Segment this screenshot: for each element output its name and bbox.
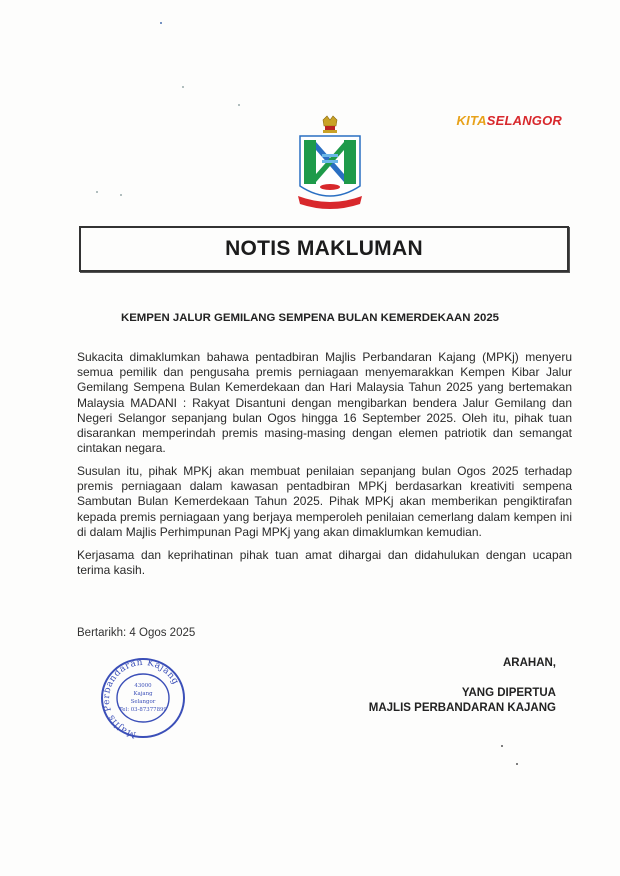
official-stamp-icon [98, 655, 188, 741]
stamp-center-line: Tel: 03-87377899 [119, 707, 167, 713]
stamp-ring-text: Majlis Perbandaran Kajang [101, 657, 181, 740]
signature-spacer [369, 671, 556, 686]
signature-line-org: MAJLIS PERBANDARAN KAJANG [368, 702, 556, 714]
kita-selangor-logo [457, 113, 562, 128]
scan-speck [160, 22, 162, 24]
scan-speck [501, 745, 503, 747]
body-paragraph: Susulan itu, pihak MPKj akan membuat penilaian sepanjang bulan Ogos 2025 terhadap premis perniagaan dalam kawasan pentadbiran MPKj berdasarkan kreativiti sempena Sambutan Bulan Kemerdekaan Tahun 2025. Pihak MPKj akan memberikan pengiktirafan kepada premis perniagaan yang berjaya memperoleh penilaian cemerlang dalam kempen ini di dalam Majlis Perhimpunan Pagi MPKj yang akan dimaklumkan kemudian. [77, 464, 572, 539]
notice-title: NOTIS MAKLUMAN [225, 237, 423, 260]
scan-speck [120, 194, 122, 196]
mpkj-crest-icon [296, 114, 364, 214]
brand-selangor-text: SELANGOR [486, 113, 562, 128]
scan-speck [516, 763, 518, 765]
scan-speck [96, 191, 98, 193]
notice-subject: KEMPEN JALUR GEMILANG SEMPENA BULAN KEMERDEKAAN 2025 [120, 312, 500, 324]
notice-title-box [79, 226, 569, 272]
body-paragraph: Sukacita dimaklumkan bahawa pentadbiran Majlis Perbandaran Kajang (MPKj) menyeru semua pemilik dan pengusaha premis perniagaan menyemarakkan Kempen Kibar Jalur Gemilang Sempena Bulan Kemerdekaan dan Hari Malaysia Tahun 2025 yang bertemakan Malaysia MADANI : Rakyat Disantuni dengan mengibarkan bendera Jalur Gemilang dan Negeri Selangor sepanjang bulan Ogos hingga 16 September 2025. Oleh itu, pihak tuan disarankan memperindah premis masing-masing dengan elemen patriotik dan semangat cintakan negara. [77, 350, 572, 456]
scan-speck [238, 104, 240, 106]
body-paragraph: Kerjasama dan keprihatinan pihak tuan amat dihargai dan didahulukan dengan ucapan terima kasih. [77, 548, 572, 578]
notice-date: Bertarikh: 4 Ogos 2025 [77, 627, 196, 639]
signature-line-arahan: ARAHAN, [502, 657, 556, 669]
stamp-center-line: Kajang [133, 691, 153, 697]
signature-line-title: YANG DIPERTUA [461, 687, 556, 699]
stamp-center-line: Selangor [130, 699, 156, 705]
stamp-center-line: 43000 [134, 683, 152, 689]
brand-kita-text: KITA [456, 113, 487, 128]
signature-block [369, 656, 556, 716]
scan-speck [182, 86, 184, 88]
